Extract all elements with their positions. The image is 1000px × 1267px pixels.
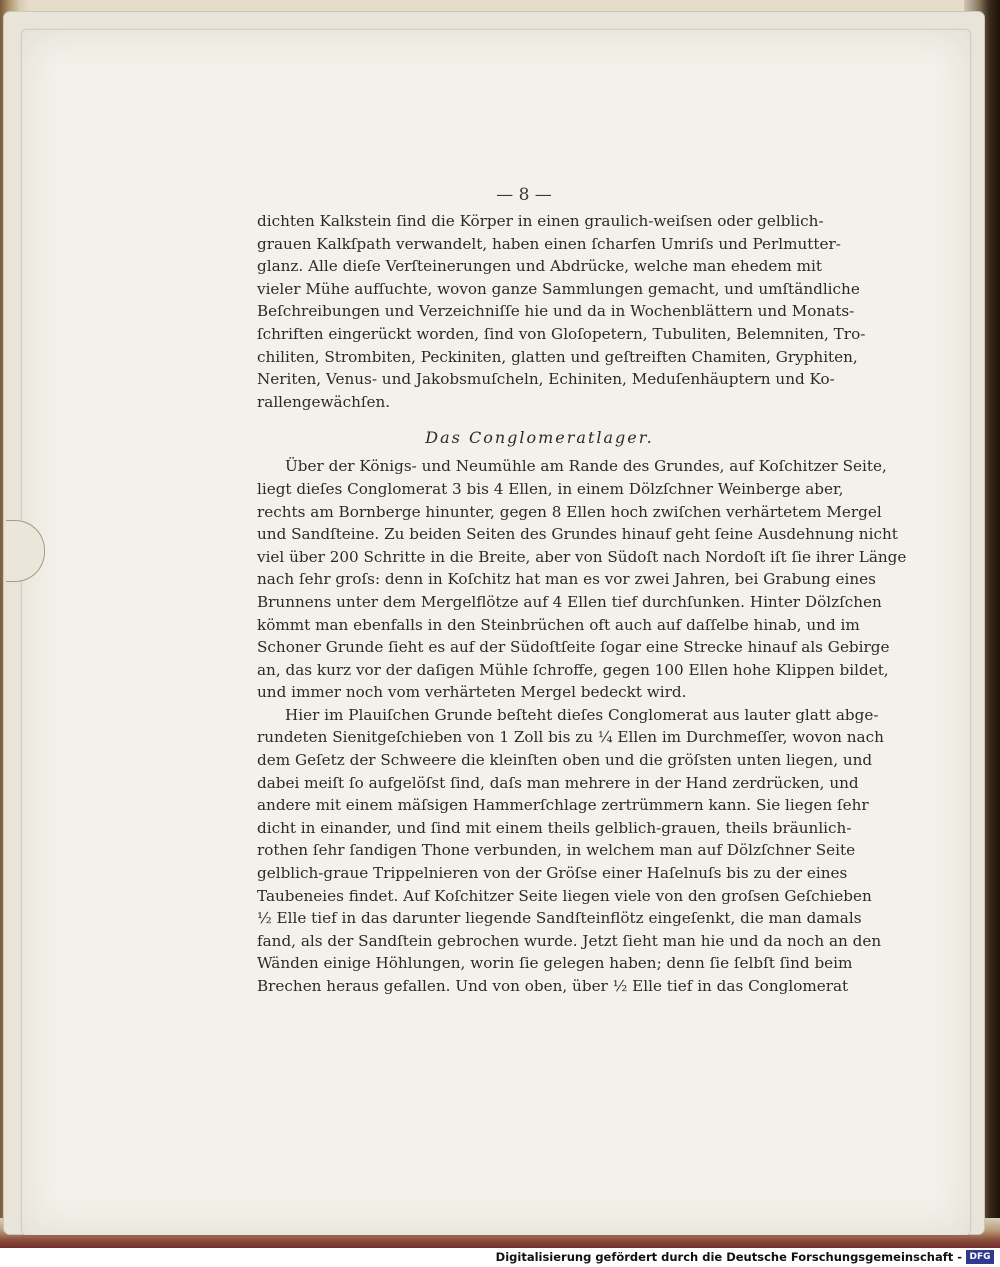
text-line: Taubeneies findet. Auf Koſchitzer Seite liegen viele von den groſsen Geſchieben bbox=[257, 886, 872, 905]
text-line: dem Geſetz der Schweere die kleinſten oben und die gröſsten unten liegen, und bbox=[257, 751, 873, 770]
text-line: Neriten, Venus- und Jakobsmuſcheln, Echiniten, Meduſenhäuptern und Ko- bbox=[257, 370, 835, 389]
text-line: chiliten, Strombiten, Peckiniten, glatten und geſtreiften Chamiten, Gryphiten, bbox=[257, 347, 858, 366]
text-line: Brunnens unter dem Mergelflötze auf 4 Ellen tief durchſunken. Hinter Dölzſchen bbox=[257, 592, 882, 611]
text-line: rundeten Sienitgeſchieben von 1 Zoll bis zu ¼ Ellen im Durchmeſſer, wovon nach bbox=[257, 728, 884, 747]
text-line: an, das kurz vor der daſigen Mühle ſchroffe, gegen 100 Ellen hohe Klippen bildet, bbox=[257, 660, 889, 679]
text-line: und Sandſteine. Zu beiden Seiten des Grundes hinauf geht ſeine Ausdehnung nicht bbox=[257, 525, 898, 544]
text-line: Brechen heraus gefallen. Und von oben, über ½ Elle tief in das Conglomerat bbox=[257, 977, 849, 995]
text-line: Beſchreibungen und Verzeichniſſe hie und da in Wochenblättern und Monats- bbox=[257, 302, 855, 321]
text-line: Über der Königs- und Neumühle am Rande des Grundes, auf Koſchitzer Seite, bbox=[285, 457, 887, 476]
text-line: fand, als der Sandſtein gebrochen wurde. Jetzt ſieht man hie und da noch an den bbox=[257, 931, 882, 950]
text-line: gelblich-graue Trippelnieren von der Gröſse einer Haſelnuſs bis zu der eines bbox=[257, 864, 848, 883]
paragraph-1 bbox=[257, 210, 866, 413]
text-line: ſchriften eingerückt worden, ſind von Gloſopetern, Tubuliten, Belemniten, Tro- bbox=[257, 324, 866, 343]
text-line: vieler Mühe aufſuchte, wovon ganze Sammlungen gemacht, und umſtändliche bbox=[257, 279, 860, 298]
body-text bbox=[257, 210, 907, 998]
paragraph-2 bbox=[257, 455, 907, 704]
text-line: andere mit einem mäſsigen Hammerſchlage zertrümmern kann. Sie liegen ſehr bbox=[257, 796, 869, 815]
text-line: viel über 200 Schritte in die Breite, aber von Südoſt nach Nordoſt iſt ſie ihrer Länge bbox=[257, 547, 907, 566]
text-line: rallengewächſen. bbox=[257, 392, 391, 411]
text-line: liegt dieſes Conglomerat 3 bis 4 Ellen, in einem Dölzſchner Weinberge aber, bbox=[257, 479, 844, 498]
text-line: dabei meiſt ſo aufgelöſst ſind, daſs man mehrere in der Hand zerdrücken, und bbox=[257, 773, 859, 792]
dfg-logo: DFG bbox=[966, 1250, 994, 1264]
section-heading: Das Conglomeratlager. bbox=[425, 428, 654, 448]
text-line: rothen ſehr ſandigen Thone verbunden, in welchem man auf Dölzſchner Seite bbox=[257, 841, 856, 860]
text-line: Hier im Plauiſchen Grunde beſteht dieſes Conglomerat aus lauter glatt abge- bbox=[285, 705, 879, 724]
text-line: Wänden einige Höhlungen, worin ſie gelegen haben; denn ſie ſelbſt ſind beim bbox=[257, 954, 853, 973]
text-line: rechts am Bornberge hinunter, gegen 8 Ellen hoch zwiſchen verhärtetem Mergel bbox=[257, 502, 882, 521]
text-line: und immer noch vom verhärteten Mergel bedeckt wird. bbox=[257, 683, 687, 702]
paragraph-3 bbox=[257, 704, 884, 998]
funding-notice: Digitalisierung gefördert durch die Deutsche Forschungsgemeinschaft - bbox=[495, 1250, 962, 1264]
text-line: dicht in einander, und ſind mit einem theils gelblich-grauen, theils bräunlich- bbox=[257, 818, 852, 837]
text-line: nach ſehr groſs: denn in Koſchitz hat man es vor zwei Jahren, bei Grabung eines bbox=[257, 570, 876, 589]
footer-bar bbox=[0, 1248, 1000, 1267]
text-line: ½ Elle tief in das darunter liegende Sandſteinflötz eingeſenkt, die man damals bbox=[257, 909, 862, 928]
text-line: Schoner Grunde ſieht es auf der Südoſtſeite ſogar eine Strecke hinauf als Gebirge bbox=[257, 638, 890, 657]
text-line: grauen Kalkſpath verwandelt, haben einen ſcharfen Umriſs und Perlmutter- bbox=[257, 234, 841, 253]
text-line: glanz. Alle dieſe Verſteinerungen und Abdrücke, welche man ehedem mit bbox=[257, 257, 822, 276]
text-line: dichten Kalkstein ſind die Körper in einen graulich-weiſsen oder gelblich- bbox=[257, 212, 824, 230]
page-number: — 8 — bbox=[496, 185, 552, 205]
text-line: kömmt man ebenfalls in den Steinbrüchen oft auch auf daſſelbe hinab, und im bbox=[257, 615, 860, 634]
